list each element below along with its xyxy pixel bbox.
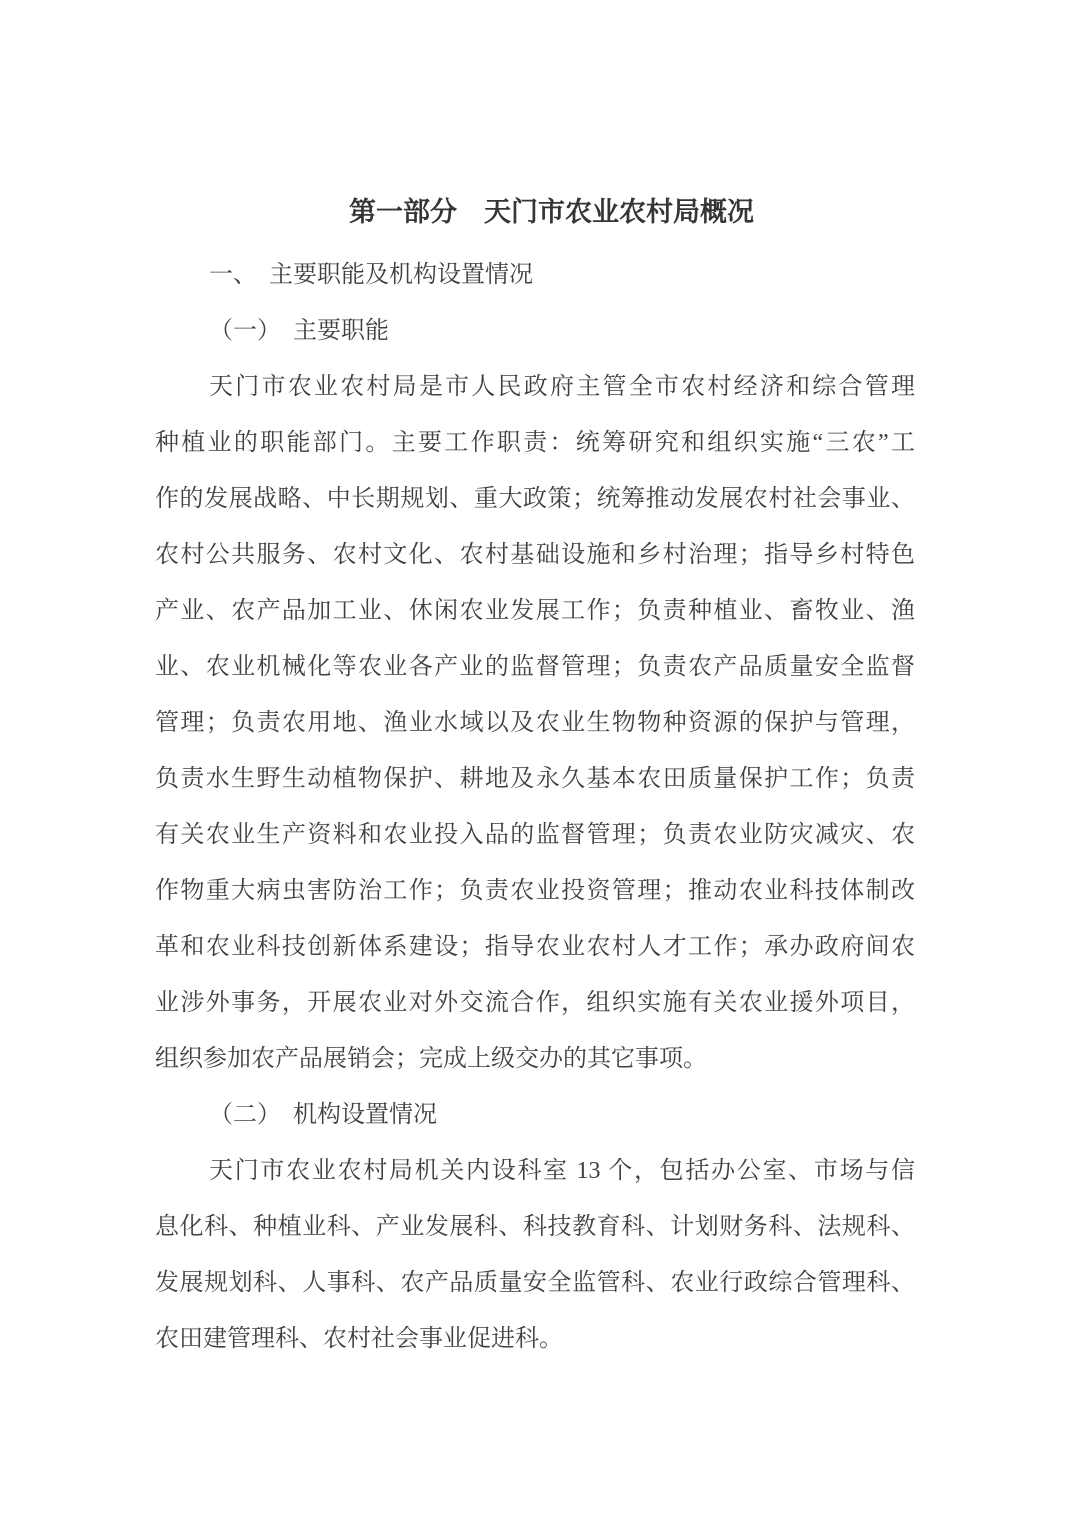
subsection-heading-2: （二） 机构设置情况	[209, 1102, 437, 1128]
paragraph-line: 管理；负责农用地、渔业水域以及农业生物物种资源的保护与管理，	[155, 710, 915, 736]
paragraph-line: 作物重大病虫害防治工作；负责农业投资管理；推动农业科技体制改	[155, 878, 915, 904]
paragraph-line: 业涉外事务，开展农业对外交流合作，组织实施有关农业援外项目，	[155, 990, 915, 1016]
subsection-heading-1: （一） 主要职能	[209, 318, 389, 344]
document-title: 第一部分 天门市农业农村局概况	[349, 197, 754, 227]
paragraph-line: 发展规划科、人事科、农产品质量安全监管科、农业行政综合管理科、	[155, 1270, 915, 1296]
document-body	[155, 184, 915, 1367]
paragraph-line: 有关农业生产资料和农业投入品的监督管理；负责农业防灾减灾、农	[155, 822, 915, 848]
paragraph-line: 革和农业科技创新体系建设；指导农业农村人才工作；承办政府间农	[155, 934, 915, 960]
paragraph-line: 种植业的职能部门。主要工作职责：统筹研究和组织实施“三农”工	[155, 430, 915, 456]
paragraph-line: 天门市农业农村局是市人民政府主管全市农村经济和综合管理	[209, 374, 915, 400]
paragraph-line: 天门市农业农村局机关内设科室 13 个，包括办公室、市场与信	[209, 1158, 915, 1184]
paragraph-line: 农村公共服务、农村文化、农村基础设施和乡村治理；指导乡村特色	[155, 542, 915, 568]
section-heading: 一、 主要职能及机构设置情况	[209, 262, 533, 288]
paragraph-line: 业、农业机械化等农业各产业的监督管理；负责农产品质量安全监督	[155, 654, 915, 680]
paragraph-line: 组织参加农产品展销会；完成上级交办的其它事项。	[155, 1046, 707, 1072]
paragraph-line: 息化科、种植业科、产业发展科、科技教育科、计划财务科、法规科、	[155, 1214, 915, 1240]
paragraph-line: 农田建管理科、农村社会事业促进科。	[155, 1326, 563, 1352]
paragraph-line: 作的发展战略、中长期规划、重大政策；统筹推动发展农村社会事业、	[155, 486, 915, 512]
paragraph-line: 负责水生野生动植物保护、耕地及永久基本农田质量保护工作；负责	[155, 766, 915, 792]
paragraph-org-setup	[155, 1143, 915, 1367]
paragraph-main-duties	[155, 359, 915, 1087]
paragraph-line: 产业、农产品加工业、休闲农业发展工作；负责种植业、畜牧业、渔	[155, 598, 915, 624]
